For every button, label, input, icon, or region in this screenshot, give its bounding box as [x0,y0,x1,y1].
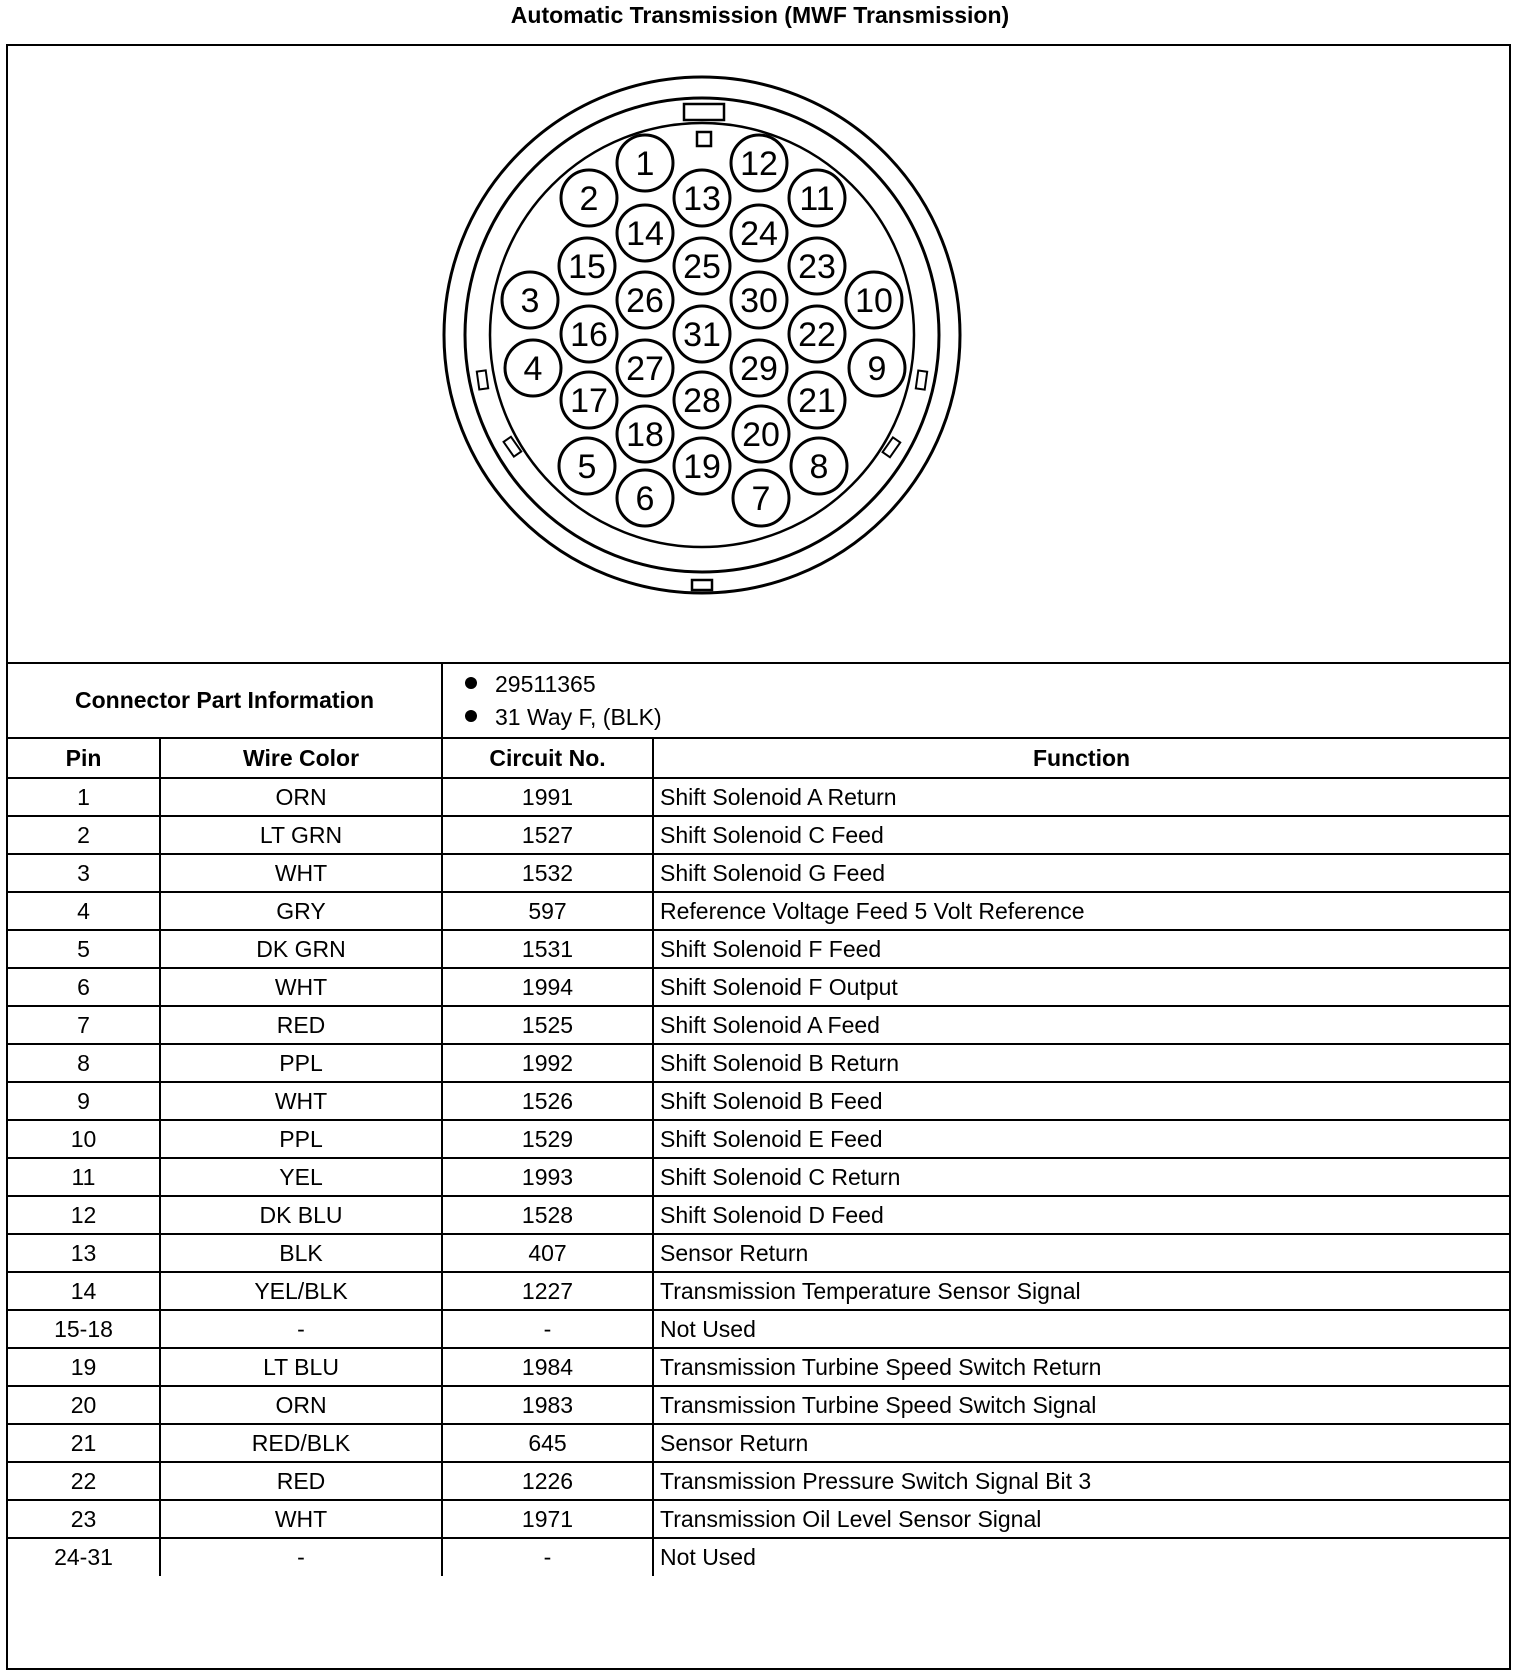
table-row [8,1386,1509,1424]
pin-cavity [791,438,847,494]
header-pin: Pin [8,738,160,778]
connector-face-svg [8,46,1509,662]
pin-cavity [674,238,730,294]
pin-number-label: 10 [855,282,893,320]
pin-cavity [617,406,673,462]
pin-number-label: 3 [520,282,540,320]
pin-cavity [674,438,730,494]
function-cell: Shift Solenoid B Return [653,1044,1509,1082]
pinout-table [8,664,1509,1576]
wire-color-cell: RED/BLK [160,1424,442,1462]
pin-cavity [561,372,617,428]
pin-cavity [674,372,730,428]
circuit-cell: 1984 [442,1348,653,1386]
function-cell: Transmission Temperature Sensor Signal [653,1272,1509,1310]
wire-color-cell: LT GRN [160,816,442,854]
wire-color-cell: YEL [160,1158,442,1196]
pin-number-label: 27 [626,350,664,388]
circuit-cell: 1532 [442,854,653,892]
pin-cavity [789,372,845,428]
table-row [8,1120,1509,1158]
pin-number-label: 2 [579,180,599,218]
table-row [8,1158,1509,1196]
wire-color-cell: - [160,1310,442,1348]
pin-number-label: 1 [635,145,655,183]
pin-cell: 20 [8,1386,160,1424]
pin-cell: 6 [8,968,160,1006]
pin-cell: 21 [8,1424,160,1462]
connector-part-number-text: 29511365 [495,670,596,697]
wire-color-cell: BLK [160,1234,442,1272]
pin-number-label: 26 [626,282,664,320]
pin-cavity [731,272,787,328]
connector-info-values [442,664,1509,738]
circuit-cell: 407 [442,1234,653,1272]
pin-number-label: 23 [798,248,836,286]
function-cell: Sensor Return [653,1424,1509,1462]
pin-cell: 2 [8,816,160,854]
table-row [8,930,1509,968]
circuit-cell: 1529 [442,1120,653,1158]
pin-cavity [674,170,730,226]
pin-cell: 11 [8,1158,160,1196]
table-row [8,854,1509,892]
table-row [8,1272,1509,1310]
wire-color-cell: WHT [160,854,442,892]
pin-number-label: 24 [740,215,778,253]
table-row [8,1348,1509,1386]
pin-cavity [731,340,787,396]
pin-number-label: 19 [683,448,721,486]
pin-cell: 10 [8,1120,160,1158]
bullet-icon [465,677,477,689]
circuit-cell: - [442,1538,653,1576]
circuit-cell: 597 [442,892,653,930]
left-latch-notch [477,370,488,389]
table-row [8,778,1509,816]
pin-cavity [789,238,845,294]
circuit-cell: 1527 [442,816,653,854]
connector-info-label: Connector Part Information [8,664,442,738]
pin-number-label: 12 [740,145,778,183]
table-row [8,968,1509,1006]
table-row [8,1234,1509,1272]
wire-color-cell: ORN [160,778,442,816]
wire-color-cell: - [160,1538,442,1576]
function-cell: Shift Solenoid G Feed [653,854,1509,892]
pin-number-label: 22 [798,316,836,354]
pin-number-label: 17 [570,382,608,420]
bottom-key [692,580,712,590]
pin-cell: 19 [8,1348,160,1386]
table-row [8,892,1509,930]
pin-cavities [502,135,905,526]
connector-part-number [465,668,1509,701]
pin-number-label: 7 [751,480,771,518]
pin-cavity [561,170,617,226]
connector-frame [6,44,1511,1670]
pin-number-label: 18 [626,416,664,454]
pin-number-label: 6 [635,480,655,518]
function-cell: Shift Solenoid B Feed [653,1082,1509,1120]
function-cell: Shift Solenoid D Feed [653,1196,1509,1234]
pin-cavity [561,306,617,362]
pin-cell: 9 [8,1082,160,1120]
pin-number-label: 5 [577,448,597,486]
pin-cell: 7 [8,1006,160,1044]
pin-number-label: 13 [683,180,721,218]
pin-number-label: 8 [809,448,829,486]
pin-cavity [617,470,673,526]
wire-color-cell: WHT [160,968,442,1006]
circuit-cell: 1991 [442,778,653,816]
table-row [8,1424,1509,1462]
pin-cavity [789,170,845,226]
table-row [8,1006,1509,1044]
connector-face-diagram [8,46,1509,664]
pin-number-label: 29 [740,350,778,388]
pin-cavity [559,238,615,294]
table-row [8,1538,1509,1576]
pin-cell: 15-18 [8,1310,160,1348]
top-key-tab [684,104,724,120]
function-cell: Shift Solenoid F Output [653,968,1509,1006]
pin-cavity [559,438,615,494]
function-cell: Shift Solenoid A Return [653,778,1509,816]
pin-cell: 23 [8,1500,160,1538]
circuit-cell: 1226 [442,1462,653,1500]
connector-info-row [8,664,1509,738]
function-cell: Shift Solenoid C Return [653,1158,1509,1196]
pin-cell: 8 [8,1044,160,1082]
function-cell: Not Used [653,1538,1509,1576]
table-row [8,1462,1509,1500]
pin-cavity [846,272,902,328]
function-cell: Shift Solenoid E Feed [653,1120,1509,1158]
wire-color-cell: LT BLU [160,1348,442,1386]
circuit-cell: 1526 [442,1082,653,1120]
pin-number-label: 16 [570,316,608,354]
function-cell: Transmission Turbine Speed Switch Signal [653,1386,1509,1424]
table-row [8,1500,1509,1538]
table-row [8,1310,1509,1348]
wire-color-cell: DK BLU [160,1196,442,1234]
circuit-cell: 1983 [442,1386,653,1424]
pin-cavity [789,306,845,362]
wire-color-cell: PPL [160,1120,442,1158]
wire-color-cell: RED [160,1006,442,1044]
function-cell: Transmission Turbine Speed Switch Return [653,1348,1509,1386]
function-cell: Shift Solenoid F Feed [653,930,1509,968]
pin-cell: 22 [8,1462,160,1500]
wire-color-cell: WHT [160,1500,442,1538]
circuit-cell: - [442,1310,653,1348]
function-cell: Shift Solenoid A Feed [653,1006,1509,1044]
pin-number-label: 30 [740,282,778,320]
header-wire-color: Wire Color [160,738,442,778]
pin-cavity [849,340,905,396]
header-function: Function [653,738,1509,778]
wire-color-cell: RED [160,1462,442,1500]
pin-cavity [617,272,673,328]
pin-cell: 1 [8,778,160,816]
function-cell: Reference Voltage Feed 5 Volt Reference [653,892,1509,930]
circuit-cell: 1227 [442,1272,653,1310]
header-circuit-no: Circuit No. [442,738,653,778]
pin-cavity [505,340,561,396]
bullet-icon [465,710,477,722]
pin-number-label: 4 [523,350,543,388]
pin-cell: 3 [8,854,160,892]
pin-cavity [731,135,787,191]
function-cell: Shift Solenoid C Feed [653,816,1509,854]
pin-cavity [617,340,673,396]
circuit-cell: 1993 [442,1158,653,1196]
connector-description [465,701,1509,734]
wire-color-cell: YEL/BLK [160,1272,442,1310]
pin-cavity [674,306,730,362]
circuit-cell: 1992 [442,1044,653,1082]
pin-cell: 12 [8,1196,160,1234]
page-title: Automatic Transmission (MWF Transmission) [510,2,1010,28]
table-row [8,816,1509,854]
pin-cavity [617,205,673,261]
pin-number-label: 21 [798,382,836,420]
pin-number-label: 15 [568,248,606,286]
pin-cell: 24-31 [8,1538,160,1576]
right-latch-notch [916,371,927,390]
pin-number-label: 11 [799,180,835,218]
pin-number-label: 28 [683,382,721,420]
pin-cavity [731,205,787,261]
function-cell: Not Used [653,1310,1509,1348]
circuit-cell: 1994 [442,968,653,1006]
connector-description-text: 31 Way F, (BLK) [495,703,662,730]
pin-cell: 4 [8,892,160,930]
wire-color-cell: ORN [160,1386,442,1424]
pin-cell: 5 [8,930,160,968]
wire-color-cell: PPL [160,1044,442,1082]
pin-cavity [733,406,789,462]
pin-number-label: 25 [683,248,721,286]
pin-cell: 14 [8,1272,160,1310]
pin-number-label: 31 [683,316,721,354]
pin-number-label: 20 [742,416,780,454]
circuit-cell: 1531 [442,930,653,968]
table-row [8,1196,1509,1234]
circuit-cell: 1528 [442,1196,653,1234]
pin-number-label: 14 [626,215,664,253]
wire-color-cell: WHT [160,1082,442,1120]
pin-cell: 13 [8,1234,160,1272]
pin-cavity [617,135,673,191]
pin-cavity [502,272,558,328]
wire-color-cell: GRY [160,892,442,930]
pin-1-indicator [697,132,711,146]
table-header-row [8,738,1509,778]
function-cell: Transmission Oil Level Sensor Signal [653,1500,1509,1538]
wire-color-cell: DK GRN [160,930,442,968]
circuit-cell: 1525 [442,1006,653,1044]
table-row [8,1044,1509,1082]
function-cell: Sensor Return [653,1234,1509,1272]
function-cell: Transmission Pressure Switch Signal Bit 3 [653,1462,1509,1500]
pin-cavity [733,470,789,526]
circuit-cell: 645 [442,1424,653,1462]
circuit-cell: 1971 [442,1500,653,1538]
table-row [8,1082,1509,1120]
pin-number-label: 9 [867,350,887,388]
